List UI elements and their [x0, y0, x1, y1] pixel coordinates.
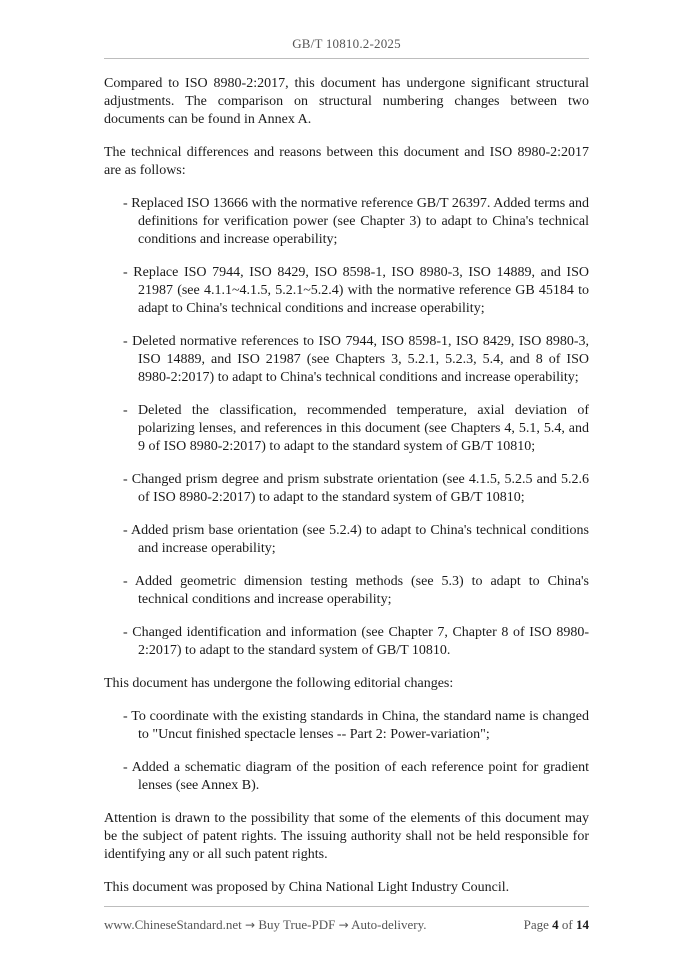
page-indicator	[524, 917, 589, 933]
technical-differences-list	[104, 195, 589, 660]
buy-true-pdf-link[interactable]: Buy True-PDF	[258, 917, 336, 932]
site-link[interactable]: www.ChineseStandard.net	[104, 917, 242, 932]
auto-delivery-link[interactable]: Auto-delivery.	[351, 917, 427, 932]
page-current: 4	[552, 917, 559, 932]
list-item: - Changed identification and information (see Chapter 7, Chapter 8 of ISO 8980-2:2017) to adapt to the standard system of GB/T 10810.	[123, 625, 589, 658]
list-item: - Replace ISO 7944, ISO 8429, ISO 8598-1, ISO 8980-3, ISO 14889, and ISO 21987 (see 4.1.1~4.1.5, 5.2.1~5.2.4) with the normative reference GB 45184 to adapt to China's technical conditions and increase operability;	[123, 265, 589, 316]
page-footer	[104, 906, 589, 932]
patent-notice: Attention is drawn to the possibility that some of the elements of this document may be the subject of patent rights. The issuing authority shall not be held responsible for identifying any or all such patent rights.	[104, 811, 589, 862]
page-total: 14	[576, 917, 589, 932]
list-item: - Added geometric dimension testing methods (see 5.3) to adapt to China's technical conditions and increase operability;	[123, 574, 589, 607]
list-item: - Added prism base orientation (see 5.2.4) to adapt to China's technical conditions and increase operability;	[123, 523, 589, 556]
editorial-changes-lead: This document has undergone the following editorial changes:	[104, 676, 454, 691]
standard-code: GB/T 10810.2-2025	[292, 36, 401, 51]
list-item: - Deleted normative references to ISO 7944, ISO 8598-1, ISO 8429, ISO 8980-3, ISO 14889, and ISO 21987 (see Chapters 3, 5.2.1, 5.2.3, 5.4, and 8 of ISO 8980-2:2017) to adapt to China's technical conditions and increase operability;	[123, 334, 589, 385]
structural-note: Compared to ISO 8980-2:2017, this document has undergone significant structural adjustments. The comparison on structural numbering changes between two documents can be found in Annex A.	[104, 76, 589, 127]
list-item: - Deleted the classification, recommended temperature, axial deviation of polarizing lenses, and references in this document (see Chapters 4, 5.1, 5.4, and 9 of ISO 8980-2:2017) to adapt to the standard system of GB/T 10810;	[123, 403, 589, 454]
arrow-right-icon: →	[245, 918, 256, 932]
arrow-right-icon: →	[338, 918, 349, 932]
document-body	[104, 75, 589, 912]
editorial-changes-list	[104, 708, 589, 795]
technical-differences-lead: The technical differences and reasons between this document and ISO 8980-2:2017 are as follows:	[104, 145, 589, 178]
list-item: - To coordinate with the existing standards in China, the standard name is changed to "Uncut finished spectacle lenses -- Part 2: Power-variation";	[123, 709, 589, 742]
header-divider	[104, 58, 589, 59]
proposed-by: This document was proposed by China National Light Industry Council.	[104, 880, 510, 895]
list-item: - Added a schematic diagram of the position of each reference point for gradient lenses (see Annex B).	[123, 760, 589, 793]
list-item: - Replaced ISO 13666 with the normative reference GB/T 26397. Added terms and definitions for verification power (see Chapter 3) to adapt to China's technical conditions and increase operability;	[123, 196, 589, 247]
page-header	[0, 36, 693, 52]
footer-links	[104, 917, 427, 933]
list-item: - Changed prism degree and prism substrate orientation (see 4.1.5, 5.2.5 and 5.2.6 of ISO 8980-2:2017) to adapt to the standard system of GB/T 10810;	[123, 472, 589, 505]
page-word: Page	[523, 917, 549, 932]
page-of: of	[561, 917, 573, 932]
